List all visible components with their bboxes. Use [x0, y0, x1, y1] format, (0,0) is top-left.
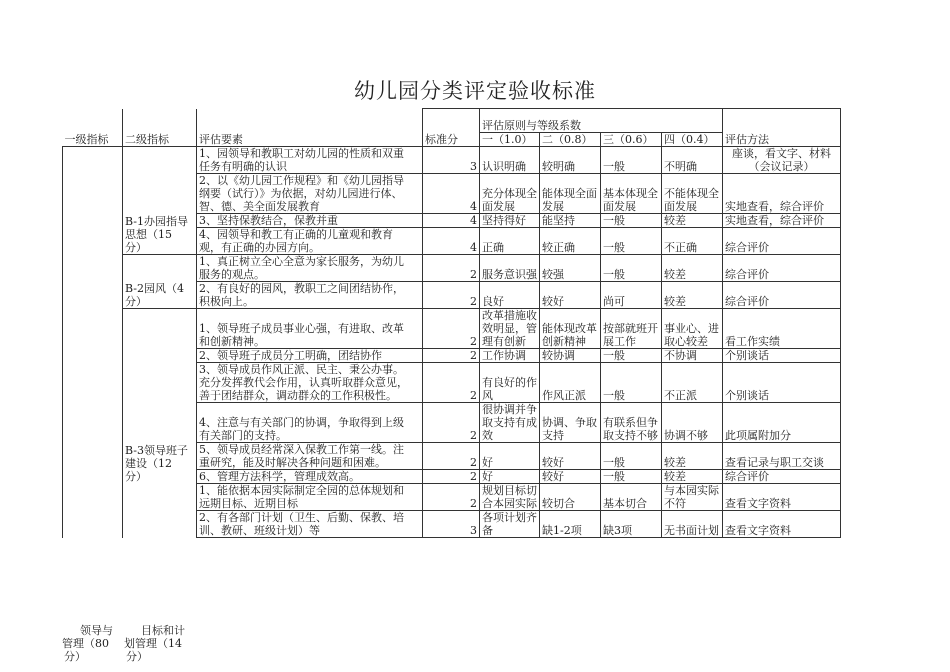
- footer-level2-label-2: 划管理（14 分）: [124, 637, 182, 663]
- method-cell: 综合评价: [723, 470, 841, 484]
- grade-cell-g3: 一般: [601, 443, 662, 470]
- grade-cell-g1: 良好: [480, 282, 540, 309]
- method-cell: 个别谈话: [723, 363, 841, 403]
- method-cell: 看工作实绩: [723, 309, 841, 349]
- element-cell: 3、领导成员作风正派、民主、秉公办事。 充分发挥教代会作用，认真听取群众意见， 善于团结群众，调动群众的工作积极性。: [197, 363, 423, 403]
- score-cell: 2: [423, 363, 480, 403]
- element-cell: 1、真正树立全心全意为家长服务，为幼儿 服务的观点。: [197, 255, 423, 282]
- footer-level1-label-2: 管理（80 分）: [62, 637, 109, 663]
- level2-cell-b2: B-2园风（4 分）: [123, 255, 197, 309]
- method-cell: 个别谈话: [723, 349, 841, 363]
- grade-cell-g1: 各项计划齐 备: [480, 511, 540, 538]
- grade-cell-g2: 较明确: [540, 147, 601, 174]
- method-cell: 综合评价: [723, 282, 841, 309]
- grade-cell-g2: 较强: [540, 255, 601, 282]
- grade-cell-g2: 能坚持: [540, 214, 601, 228]
- grade-cell-g1: 有良好的作 风: [480, 363, 540, 403]
- grade-cell-g4: 不正派: [662, 363, 723, 403]
- header-elements: 评估要素: [197, 133, 423, 147]
- grade-cell-g4: 较差: [662, 470, 723, 484]
- header-grade-1: 一（1.0）: [480, 133, 540, 147]
- element-cell: 2、有良好的园风，教职工之间团结协作， 积极向上。: [197, 282, 423, 309]
- grade-cell-g2: 协调、争取 支持: [540, 403, 601, 443]
- score-cell: 4: [423, 214, 480, 228]
- score-cell: 3: [423, 511, 480, 538]
- grade-cell-g1: 好: [480, 470, 540, 484]
- score-cell: 2: [423, 484, 480, 511]
- header-method: 评估方法: [723, 133, 841, 147]
- element-cell: 3、坚持保教结合，保教并重: [197, 214, 423, 228]
- grade-cell-g3: 一般: [601, 147, 662, 174]
- grade-cell-g4: 较差: [662, 255, 723, 282]
- score-cell: 2: [423, 349, 480, 363]
- element-cell: 2、领导班子成员分工明确，团结协作: [197, 349, 423, 363]
- footer-level1-label: 领导与: [80, 624, 113, 637]
- table-row: [63, 309, 841, 349]
- grade-cell-g1: 充分体现全 面发展: [480, 174, 540, 214]
- grade-cell-g4: 无书面计划: [662, 511, 723, 538]
- header-row-2: [63, 133, 841, 147]
- grade-cell-g3: 一般: [601, 255, 662, 282]
- page-title: 幼儿园分类评定验收标准: [354, 79, 596, 103]
- method-cell: 此项属附加分: [723, 403, 841, 443]
- grade-cell-g3: 基本体现全 面发展: [601, 174, 662, 214]
- grade-cell-g4: 较差: [662, 214, 723, 228]
- header-score: 标准分: [423, 133, 480, 147]
- level2-cell-b3: B-3领导班子 建设（12 分）: [123, 309, 197, 538]
- grade-cell-g2: 缺1-2项: [540, 511, 601, 538]
- header-group: 评估原则与等级系数: [480, 109, 723, 133]
- element-cell: 1、能依据本园实际制定全园的总体规划和 远期目标、近期目标: [197, 484, 423, 511]
- grade-cell-g3: 尚可: [601, 282, 662, 309]
- grade-cell-g2: 作风正派: [540, 363, 601, 403]
- element-cell: 6、管理方法科学，管理成效高。: [197, 470, 423, 484]
- grade-cell-g4: 与本园实际 不符: [662, 484, 723, 511]
- grade-cell-g3: 一般: [601, 349, 662, 363]
- element-cell: 4、园领导和教工有正确的儿童观和教育 观，有正确的办园方向。: [197, 228, 423, 255]
- header-level2: 二级指标: [123, 133, 197, 147]
- grade-cell-g4: 不能体现全 面发展: [662, 174, 723, 214]
- element-cell: 1、园领导和教职工对幼儿园的性质和双重 任务有明确的认识: [197, 147, 423, 174]
- score-cell: 4: [423, 228, 480, 255]
- level2-cell-b1: B-1办园指导 思想（15 分）: [123, 147, 197, 255]
- method-cell: 综合评价: [723, 228, 841, 255]
- grade-cell-g4: 协调不够: [662, 403, 723, 443]
- grade-cell-g2: 能体现全面 发展: [540, 174, 601, 214]
- grade-cell-g2: 较切合: [540, 484, 601, 511]
- grade-cell-g2: 较协调: [540, 349, 601, 363]
- element-cell: 4、注意与有关部门的协调，争取得到上级 有关部门的支持。: [197, 403, 423, 443]
- grade-cell-g1: 认识明确: [480, 147, 540, 174]
- grade-cell-g1: 工作协调: [480, 349, 540, 363]
- grade-cell-g1: 改革措施收 效明显，管 理有创新: [480, 309, 540, 349]
- method-cell: 查看文字资料: [723, 484, 841, 511]
- header-row-1: [63, 109, 841, 133]
- table-row: [63, 147, 841, 174]
- method-cell: 座谈，看文字、材料 （会议记录）: [723, 147, 841, 174]
- grade-cell-g2: 较正确: [540, 228, 601, 255]
- element-cell: 2、有各部门计划（卫生、后勤、保教、培 训、教研、班级计划）等: [197, 511, 423, 538]
- grade-cell-g1: 规划目标切 合本园实际: [480, 484, 540, 511]
- grade-cell-g3: 一般: [601, 228, 662, 255]
- score-cell: 2: [423, 282, 480, 309]
- grade-cell-g3: 按部就班开 展工作: [601, 309, 662, 349]
- header-level1: 一级指标: [63, 133, 123, 147]
- header-grade-3: 三（0.6）: [601, 133, 662, 147]
- grade-cell-g1: 坚持得好: [480, 214, 540, 228]
- element-cell: 2、以《幼儿园工作规程》和《幼儿园指导 纲要（试行）》为依据，对幼儿园进行体、 智、德、美全面发展教育: [197, 174, 423, 214]
- score-cell: 4: [423, 174, 480, 214]
- standards-table: [62, 108, 841, 538]
- method-cell: 实地查看，综合评价: [723, 214, 841, 228]
- element-cell: 5、领导成员经常深入保教工作第一线。注 重研究，能及时解决各种问题和困难。: [197, 443, 423, 470]
- method-cell: 实地查看，综合评价: [723, 174, 841, 214]
- grade-cell-g3: 缺3项: [601, 511, 662, 538]
- score-cell: 2: [423, 255, 480, 282]
- grade-cell-g1: 服务意识强: [480, 255, 540, 282]
- score-cell: 2: [423, 403, 480, 443]
- footer-level2-label: 目标和计: [141, 624, 185, 637]
- grade-cell-g1: 很协调并争 取支持有成 效: [480, 403, 540, 443]
- grade-cell-g3: 一般: [601, 214, 662, 228]
- grade-cell-g2: 能体现改革 创新精神: [540, 309, 601, 349]
- grade-cell-g3: 基本切合: [601, 484, 662, 511]
- grade-cell-g2: 较好: [540, 443, 601, 470]
- table-row: [63, 255, 841, 282]
- grade-cell-g4: 较差: [662, 282, 723, 309]
- score-cell: 2: [423, 443, 480, 470]
- header-grade-2: 二（0.8）: [540, 133, 601, 147]
- grade-cell-g4: 较差: [662, 443, 723, 470]
- method-cell: 查看记录与职工交谈: [723, 443, 841, 470]
- grade-cell-g4: 不协调: [662, 349, 723, 363]
- grade-cell-g3: 一般: [601, 470, 662, 484]
- level1-cell: [63, 147, 123, 538]
- element-cell: 1、领导班子成员事业心强，有进取、改革 和创新精神。: [197, 309, 423, 349]
- method-cell: 查看文字资料: [723, 511, 841, 538]
- grade-cell-g2: 较好: [540, 470, 601, 484]
- method-cell: 综合评价: [723, 255, 841, 282]
- score-cell: 2: [423, 470, 480, 484]
- grade-cell-g1: 正确: [480, 228, 540, 255]
- header-grade-4: 四（0.4）: [662, 133, 723, 147]
- grade-cell-g4: 不明确: [662, 147, 723, 174]
- grade-cell-g1: 好: [480, 443, 540, 470]
- grade-cell-g3: 有联系但争 取支持不够: [601, 403, 662, 443]
- grade-cell-g2: 较好: [540, 282, 601, 309]
- grade-cell-g4: 不正确: [662, 228, 723, 255]
- score-cell: 3: [423, 147, 480, 174]
- grade-cell-g4: 事业心、进 取心较差: [662, 309, 723, 349]
- score-cell: 2: [423, 309, 480, 349]
- grade-cell-g3: 一般: [601, 363, 662, 403]
